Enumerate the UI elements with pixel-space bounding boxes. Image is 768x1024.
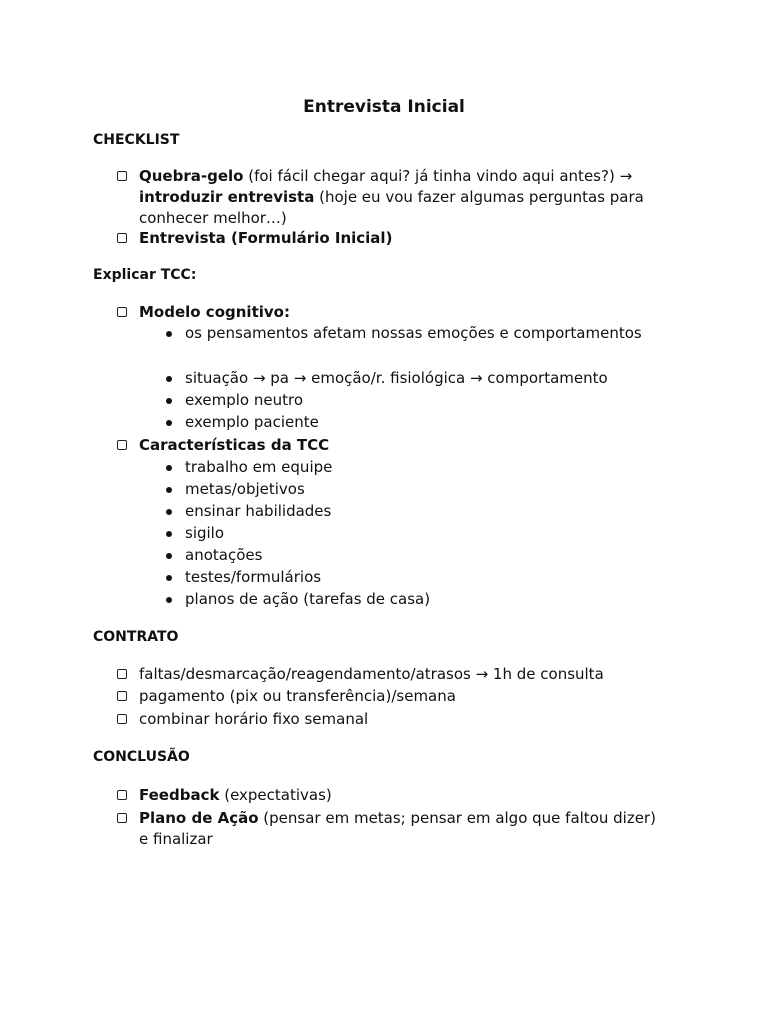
checklist-item-text: pagamento (pix ou transferência)/semana xyxy=(139,687,456,705)
item-bold-text: Quebra-gelo xyxy=(139,167,244,185)
item-text: (pensar em metas; pensar em algo que faltou dizer) e finalizar xyxy=(139,809,656,848)
list-item-text: planos de ação (tarefas de casa) xyxy=(185,590,431,608)
list-item-text: os pensamentos afetam nossas emoções e comportamentos xyxy=(185,324,642,342)
checkbox-icon[interactable] xyxy=(117,669,127,679)
section-heading-checklist: CHECKLIST xyxy=(93,132,180,148)
list-item-text: exemplo neutro xyxy=(185,391,303,409)
bullet-icon xyxy=(166,575,172,581)
checkbox-icon[interactable] xyxy=(117,171,127,181)
section-heading-contrato: CONTRATO xyxy=(93,629,179,645)
list-item-text: ensinar habilidades xyxy=(185,502,332,520)
list-item-text: anotações xyxy=(185,546,263,564)
item-bold-text: introduzir entrevista xyxy=(139,188,315,206)
checkbox-icon[interactable] xyxy=(117,233,127,243)
bullet-icon xyxy=(166,331,172,337)
checklist-item-text xyxy=(139,808,659,850)
bullet-icon xyxy=(166,376,172,382)
bullet-icon xyxy=(166,487,172,493)
list-item-text: situação → pa → emoção/r. fisiológica → comportamento xyxy=(185,369,608,387)
page-title: Entrevista Inicial xyxy=(303,97,465,117)
bullet-icon xyxy=(166,398,172,404)
checkbox-icon[interactable] xyxy=(117,440,127,450)
item-bold-text: Plano de Ação xyxy=(139,809,259,827)
checkbox-icon[interactable] xyxy=(117,714,127,724)
checklist-item-text xyxy=(139,785,659,806)
checklist-item-text: Características da TCC xyxy=(139,436,330,454)
list-item-text: sigilo xyxy=(185,524,225,542)
section-heading-conclusao: CONCLUSÃO xyxy=(93,749,190,765)
checkbox-icon[interactable] xyxy=(117,307,127,317)
bullet-icon xyxy=(166,597,172,603)
bullet-icon xyxy=(166,531,172,537)
checklist-item-text: combinar horário fixo semanal xyxy=(139,710,369,728)
item-bold-text: Feedback xyxy=(139,786,220,804)
list-item-text: trabalho em equipe xyxy=(185,458,333,476)
checklist-item-text: Modelo cognitivo: xyxy=(139,303,290,321)
bullet-icon xyxy=(166,465,172,471)
checklist-item-text xyxy=(139,166,659,229)
item-text: (hoje eu vou fazer algumas perguntas para conhecer melhor…) xyxy=(139,188,644,227)
bullet-icon xyxy=(166,553,172,559)
item-text: (expectativas) xyxy=(219,786,332,804)
checklist-item-text: faltas/desmarcação/reagendamento/atrasos → 1h de consulta xyxy=(139,665,604,683)
list-item-text: exemplo paciente xyxy=(185,413,319,431)
bullet-icon xyxy=(166,420,172,426)
checkbox-icon[interactable] xyxy=(117,813,127,823)
list-item-text: testes/formulários xyxy=(185,568,322,586)
checkbox-icon[interactable] xyxy=(117,691,127,701)
checklist-item-text: Entrevista (Formulário Inicial) xyxy=(139,229,393,247)
item-text: (foi fácil chegar aqui? já tinha vindo aqui antes?) → xyxy=(243,167,633,185)
bullet-icon xyxy=(166,509,172,515)
checkbox-icon[interactable] xyxy=(117,790,127,800)
section-heading-tcc: Explicar TCC: xyxy=(93,267,197,283)
list-item-text: metas/objetivos xyxy=(185,480,305,498)
